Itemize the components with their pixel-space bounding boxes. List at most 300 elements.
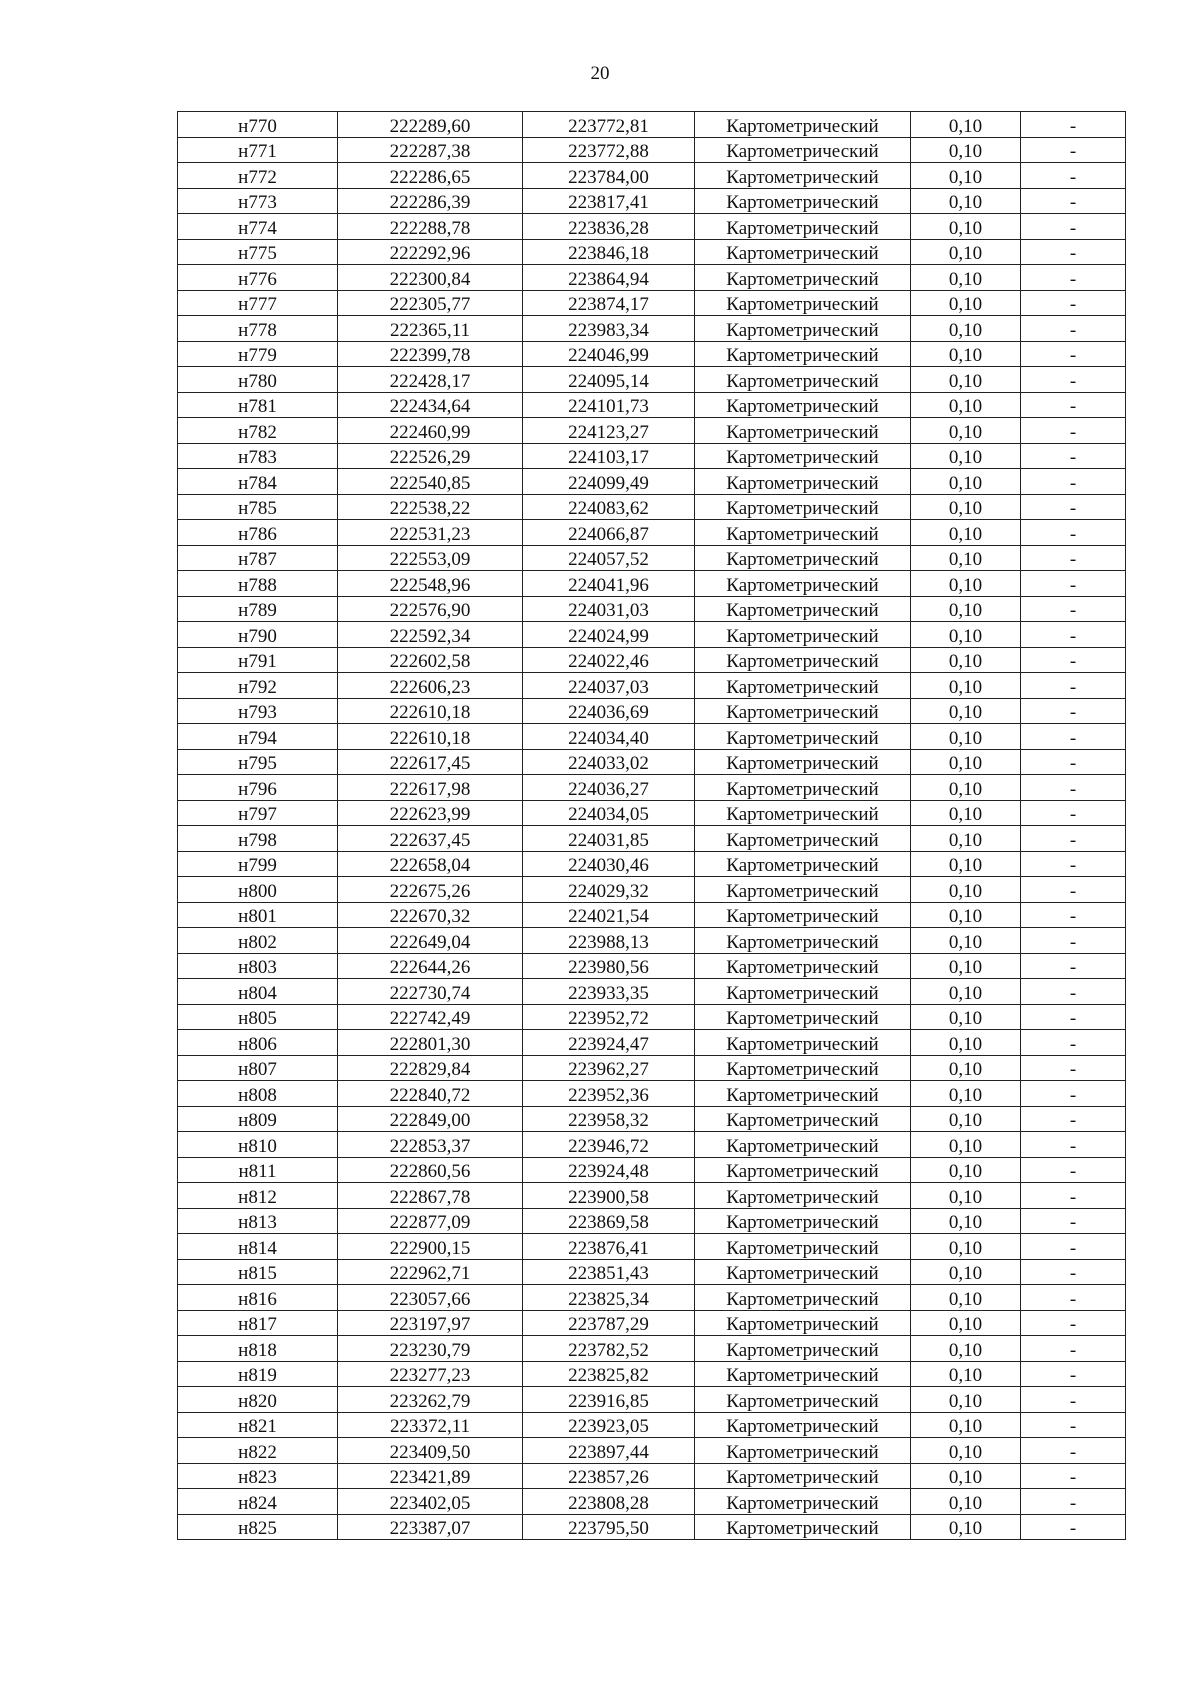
x-coordinate-cell: 222292,96 [338,239,523,265]
x-coordinate-cell: 222962,71 [338,1259,523,1285]
description-cell: - [1021,1387,1126,1413]
method-cell: Картометрический [695,1004,911,1030]
x-coordinate-cell: 222840,72 [338,1081,523,1107]
y-coordinate-cell: 224036,69 [523,698,695,724]
table-row [178,214,1126,240]
description-cell: - [1021,469,1126,495]
table-row [178,775,1126,801]
coordinates-table [177,111,1126,1540]
x-coordinate-cell: 222365,11 [338,316,523,342]
accuracy-cell: 0,10 [911,1361,1021,1387]
accuracy-cell: 0,10 [911,571,1021,597]
y-coordinate-cell: 223851,43 [523,1259,695,1285]
table-row [178,1387,1126,1413]
y-coordinate-cell: 223825,82 [523,1361,695,1387]
method-cell: Картометрический [695,1234,911,1260]
accuracy-cell: 0,10 [911,673,1021,699]
accuracy-cell: 0,10 [911,392,1021,418]
method-cell: Картометрический [695,1030,911,1056]
x-coordinate-cell: 222900,15 [338,1234,523,1260]
method-cell: Картометрический [695,1463,911,1489]
point-name-cell: н818 [178,1336,338,1362]
x-coordinate-cell: 222675,26 [338,877,523,903]
method-cell: Картометрический [695,596,911,622]
x-coordinate-cell: 223409,50 [338,1438,523,1464]
description-cell: - [1021,571,1126,597]
y-coordinate-cell: 224099,49 [523,469,695,495]
table-row [178,265,1126,291]
description-cell: - [1021,367,1126,393]
y-coordinate-cell: 223836,28 [523,214,695,240]
method-cell: Картометрический [695,265,911,291]
description-cell: - [1021,902,1126,928]
method-cell: Картометрический [695,1489,911,1515]
method-cell: Картометрический [695,800,911,826]
point-name-cell: н773 [178,188,338,214]
accuracy-cell: 0,10 [911,214,1021,240]
description-cell: - [1021,877,1126,903]
description-cell: - [1021,1514,1126,1540]
description-cell: - [1021,800,1126,826]
x-coordinate-cell: 223230,79 [338,1336,523,1362]
y-coordinate-cell: 224031,03 [523,596,695,622]
point-name-cell: н784 [178,469,338,495]
description-cell: - [1021,316,1126,342]
accuracy-cell: 0,10 [911,1387,1021,1413]
x-coordinate-cell: 222602,58 [338,647,523,673]
y-coordinate-cell: 223980,56 [523,953,695,979]
method-cell: Картометрический [695,698,911,724]
y-coordinate-cell: 224066,87 [523,520,695,546]
table-row [178,392,1126,418]
point-name-cell: н809 [178,1106,338,1132]
table-row [178,571,1126,597]
x-coordinate-cell: 223421,89 [338,1463,523,1489]
point-name-cell: н819 [178,1361,338,1387]
description-cell: - [1021,724,1126,750]
table-row [178,1208,1126,1234]
y-coordinate-cell: 224036,27 [523,775,695,801]
description-cell: - [1021,188,1126,214]
accuracy-cell: 0,10 [911,851,1021,877]
y-coordinate-cell: 224033,02 [523,749,695,775]
accuracy-cell: 0,10 [911,112,1021,138]
y-coordinate-cell: 224022,46 [523,647,695,673]
accuracy-cell: 0,10 [911,877,1021,903]
description-cell: - [1021,1208,1126,1234]
point-name-cell: н804 [178,979,338,1005]
description-cell: - [1021,1132,1126,1158]
table-row [178,443,1126,469]
method-cell: Картометрический [695,1132,911,1158]
point-name-cell: н776 [178,265,338,291]
method-cell: Картометрический [695,1259,911,1285]
point-name-cell: н793 [178,698,338,724]
y-coordinate-cell: 224034,40 [523,724,695,750]
method-cell: Картометрический [695,367,911,393]
y-coordinate-cell: 223958,32 [523,1106,695,1132]
accuracy-cell: 0,10 [911,367,1021,393]
point-name-cell: н821 [178,1412,338,1438]
accuracy-cell: 0,10 [911,1489,1021,1515]
method-cell: Картометрический [695,392,911,418]
point-name-cell: н794 [178,724,338,750]
x-coordinate-cell: 222644,26 [338,953,523,979]
accuracy-cell: 0,10 [911,698,1021,724]
point-name-cell: н812 [178,1183,338,1209]
table-row [178,1412,1126,1438]
method-cell: Картометрический [695,902,911,928]
method-cell: Картометрический [695,1387,911,1413]
table-row [178,622,1126,648]
y-coordinate-cell: 224029,32 [523,877,695,903]
method-cell: Картометрический [695,1106,911,1132]
method-cell: Картометрический [695,520,911,546]
description-cell: - [1021,775,1126,801]
point-name-cell: н805 [178,1004,338,1030]
y-coordinate-cell: 224031,85 [523,826,695,852]
point-name-cell: н787 [178,545,338,571]
description-cell: - [1021,112,1126,138]
x-coordinate-cell: 222289,60 [338,112,523,138]
method-cell: Картометрический [695,418,911,444]
point-name-cell: н775 [178,239,338,265]
method-cell: Картометрический [695,673,911,699]
method-cell: Картометрический [695,851,911,877]
y-coordinate-cell: 224083,62 [523,494,695,520]
x-coordinate-cell: 222867,78 [338,1183,523,1209]
y-coordinate-cell: 224024,99 [523,622,695,648]
y-coordinate-cell: 223864,94 [523,265,695,291]
table-row [178,1055,1126,1081]
table-row [178,1234,1126,1260]
x-coordinate-cell: 223402,05 [338,1489,523,1515]
point-name-cell: н815 [178,1259,338,1285]
description-cell: - [1021,1106,1126,1132]
x-coordinate-cell: 222853,37 [338,1132,523,1158]
accuracy-cell: 0,10 [911,775,1021,801]
table-row [178,724,1126,750]
y-coordinate-cell: 223988,13 [523,928,695,954]
accuracy-cell: 0,10 [911,979,1021,1005]
y-coordinate-cell: 224037,03 [523,673,695,699]
method-cell: Картометрический [695,1081,911,1107]
y-coordinate-cell: 223817,41 [523,188,695,214]
point-name-cell: н786 [178,520,338,546]
point-name-cell: н803 [178,953,338,979]
point-name-cell: н781 [178,392,338,418]
point-name-cell: н806 [178,1030,338,1056]
x-coordinate-cell: 222305,77 [338,290,523,316]
y-coordinate-cell: 223808,28 [523,1489,695,1515]
description-cell: - [1021,596,1126,622]
x-coordinate-cell: 222300,84 [338,265,523,291]
table-row [178,469,1126,495]
table-row [178,239,1126,265]
accuracy-cell: 0,10 [911,137,1021,163]
description-cell: - [1021,163,1126,189]
table-row [178,673,1126,699]
point-name-cell: н824 [178,1489,338,1515]
x-coordinate-cell: 222288,78 [338,214,523,240]
x-coordinate-cell: 222399,78 [338,341,523,367]
y-coordinate-cell: 223772,88 [523,137,695,163]
point-name-cell: н791 [178,647,338,673]
x-coordinate-cell: 222742,49 [338,1004,523,1030]
table-row [178,1132,1126,1158]
accuracy-cell: 0,10 [911,341,1021,367]
y-coordinate-cell: 223857,26 [523,1463,695,1489]
x-coordinate-cell: 222617,45 [338,749,523,775]
table-row [178,902,1126,928]
table-row [178,1030,1126,1056]
method-cell: Картометрический [695,239,911,265]
table-row [178,1361,1126,1387]
method-cell: Картометрический [695,1157,911,1183]
description-cell: - [1021,392,1126,418]
x-coordinate-cell: 222540,85 [338,469,523,495]
table-row [178,1183,1126,1209]
accuracy-cell: 0,10 [911,1412,1021,1438]
table-row [178,290,1126,316]
description-cell: - [1021,1336,1126,1362]
point-name-cell: н811 [178,1157,338,1183]
x-coordinate-cell: 222649,04 [338,928,523,954]
y-coordinate-cell: 223787,29 [523,1310,695,1336]
accuracy-cell: 0,10 [911,316,1021,342]
y-coordinate-cell: 223952,72 [523,1004,695,1030]
table-row [178,979,1126,1005]
accuracy-cell: 0,10 [911,1285,1021,1311]
accuracy-cell: 0,10 [911,1030,1021,1056]
method-cell: Картометрический [695,341,911,367]
point-name-cell: н797 [178,800,338,826]
y-coordinate-cell: 223946,72 [523,1132,695,1158]
point-name-cell: н801 [178,902,338,928]
method-cell: Картометрический [695,826,911,852]
y-coordinate-cell: 223924,47 [523,1030,695,1056]
method-cell: Картометрический [695,1310,911,1336]
point-name-cell: н778 [178,316,338,342]
accuracy-cell: 0,10 [911,928,1021,954]
accuracy-cell: 0,10 [911,1438,1021,1464]
accuracy-cell: 0,10 [911,953,1021,979]
description-cell: - [1021,749,1126,775]
x-coordinate-cell: 222617,98 [338,775,523,801]
method-cell: Картометрический [695,443,911,469]
table-row [178,800,1126,826]
x-coordinate-cell: 223197,97 [338,1310,523,1336]
table-row [178,596,1126,622]
table-row [178,1514,1126,1540]
method-cell: Картометрический [695,1183,911,1209]
accuracy-cell: 0,10 [911,1106,1021,1132]
description-cell: - [1021,826,1126,852]
x-coordinate-cell: 222553,09 [338,545,523,571]
point-name-cell: н774 [178,214,338,240]
y-coordinate-cell: 224103,17 [523,443,695,469]
point-name-cell: н825 [178,1514,338,1540]
description-cell: - [1021,1030,1126,1056]
table-row [178,1285,1126,1311]
x-coordinate-cell: 222531,23 [338,520,523,546]
description-cell: - [1021,494,1126,520]
y-coordinate-cell: 223933,35 [523,979,695,1005]
description-cell: - [1021,1438,1126,1464]
x-coordinate-cell: 223372,11 [338,1412,523,1438]
point-name-cell: н790 [178,622,338,648]
x-coordinate-cell: 222610,18 [338,724,523,750]
table-row [178,418,1126,444]
accuracy-cell: 0,10 [911,1055,1021,1081]
point-name-cell: н813 [178,1208,338,1234]
table-row [178,494,1126,520]
accuracy-cell: 0,10 [911,1514,1021,1540]
accuracy-cell: 0,10 [911,1183,1021,1209]
x-coordinate-cell: 223277,23 [338,1361,523,1387]
description-cell: - [1021,928,1126,954]
point-name-cell: н817 [178,1310,338,1336]
x-coordinate-cell: 222526,29 [338,443,523,469]
point-name-cell: н792 [178,673,338,699]
method-cell: Картометрический [695,137,911,163]
point-name-cell: н789 [178,596,338,622]
y-coordinate-cell: 223772,81 [523,112,695,138]
x-coordinate-cell: 222801,30 [338,1030,523,1056]
description-cell: - [1021,851,1126,877]
method-cell: Картометрический [695,163,911,189]
accuracy-cell: 0,10 [911,596,1021,622]
method-cell: Картометрический [695,545,911,571]
method-cell: Картометрический [695,112,911,138]
table-row [178,1438,1126,1464]
y-coordinate-cell: 223897,44 [523,1438,695,1464]
method-cell: Картометрический [695,724,911,750]
accuracy-cell: 0,10 [911,622,1021,648]
table-row [178,1259,1126,1285]
x-coordinate-cell: 222538,22 [338,494,523,520]
accuracy-cell: 0,10 [911,1234,1021,1260]
y-coordinate-cell: 223869,58 [523,1208,695,1234]
point-name-cell: н807 [178,1055,338,1081]
y-coordinate-cell: 223784,00 [523,163,695,189]
description-cell: - [1021,1157,1126,1183]
accuracy-cell: 0,10 [911,1132,1021,1158]
point-name-cell: н822 [178,1438,338,1464]
y-coordinate-cell: 223923,05 [523,1412,695,1438]
point-name-cell: н785 [178,494,338,520]
table-row [178,1106,1126,1132]
description-cell: - [1021,1259,1126,1285]
description-cell: - [1021,1361,1126,1387]
x-coordinate-cell: 222670,32 [338,902,523,928]
y-coordinate-cell: 223874,17 [523,290,695,316]
accuracy-cell: 0,10 [911,418,1021,444]
x-coordinate-cell: 222829,84 [338,1055,523,1081]
description-cell: - [1021,1285,1126,1311]
point-name-cell: н796 [178,775,338,801]
y-coordinate-cell: 223846,18 [523,239,695,265]
x-coordinate-cell: 222877,09 [338,1208,523,1234]
description-cell: - [1021,1055,1126,1081]
y-coordinate-cell: 223952,36 [523,1081,695,1107]
description-cell: - [1021,290,1126,316]
method-cell: Картометрический [695,1438,911,1464]
method-cell: Картометрический [695,749,911,775]
description-cell: - [1021,673,1126,699]
x-coordinate-cell: 222286,39 [338,188,523,214]
y-coordinate-cell: 223795,50 [523,1514,695,1540]
x-coordinate-cell: 223057,66 [338,1285,523,1311]
y-coordinate-cell: 223782,52 [523,1336,695,1362]
coordinates-table-body [178,112,1126,1540]
accuracy-cell: 0,10 [911,188,1021,214]
accuracy-cell: 0,10 [911,1157,1021,1183]
x-coordinate-cell: 222658,04 [338,851,523,877]
accuracy-cell: 0,10 [911,239,1021,265]
description-cell: - [1021,520,1126,546]
method-cell: Картометрический [695,647,911,673]
description-cell: - [1021,698,1126,724]
method-cell: Картометрический [695,1361,911,1387]
point-name-cell: н788 [178,571,338,597]
y-coordinate-cell: 223900,58 [523,1183,695,1209]
y-coordinate-cell: 224123,27 [523,418,695,444]
table-row [178,928,1126,954]
method-cell: Картометрический [695,494,911,520]
point-name-cell: н802 [178,928,338,954]
x-coordinate-cell: 222610,18 [338,698,523,724]
table-row [178,1463,1126,1489]
method-cell: Картометрический [695,1412,911,1438]
y-coordinate-cell: 223924,48 [523,1157,695,1183]
method-cell: Картометрический [695,979,911,1005]
description-cell: - [1021,1310,1126,1336]
x-coordinate-cell: 223387,07 [338,1514,523,1540]
table-row [178,1004,1126,1030]
description-cell: - [1021,647,1126,673]
description-cell: - [1021,265,1126,291]
accuracy-cell: 0,10 [911,1259,1021,1285]
point-name-cell: н810 [178,1132,338,1158]
method-cell: Картометрический [695,316,911,342]
y-coordinate-cell: 224095,14 [523,367,695,393]
point-name-cell: н771 [178,137,338,163]
accuracy-cell: 0,10 [911,647,1021,673]
point-name-cell: н770 [178,112,338,138]
table-row [178,1336,1126,1362]
x-coordinate-cell: 222428,17 [338,367,523,393]
table-row [178,545,1126,571]
table-row [178,188,1126,214]
point-name-cell: н800 [178,877,338,903]
x-coordinate-cell: 222860,56 [338,1157,523,1183]
method-cell: Картометрический [695,469,911,495]
y-coordinate-cell: 224034,05 [523,800,695,826]
x-coordinate-cell: 222606,23 [338,673,523,699]
x-coordinate-cell: 222576,90 [338,596,523,622]
accuracy-cell: 0,10 [911,826,1021,852]
accuracy-cell: 0,10 [911,1004,1021,1030]
description-cell: - [1021,953,1126,979]
table-row [178,163,1126,189]
accuracy-cell: 0,10 [911,545,1021,571]
y-coordinate-cell: 224030,46 [523,851,695,877]
y-coordinate-cell: 223962,27 [523,1055,695,1081]
x-coordinate-cell: 222637,45 [338,826,523,852]
description-cell: - [1021,1463,1126,1489]
page-number: 20 [590,63,610,84]
